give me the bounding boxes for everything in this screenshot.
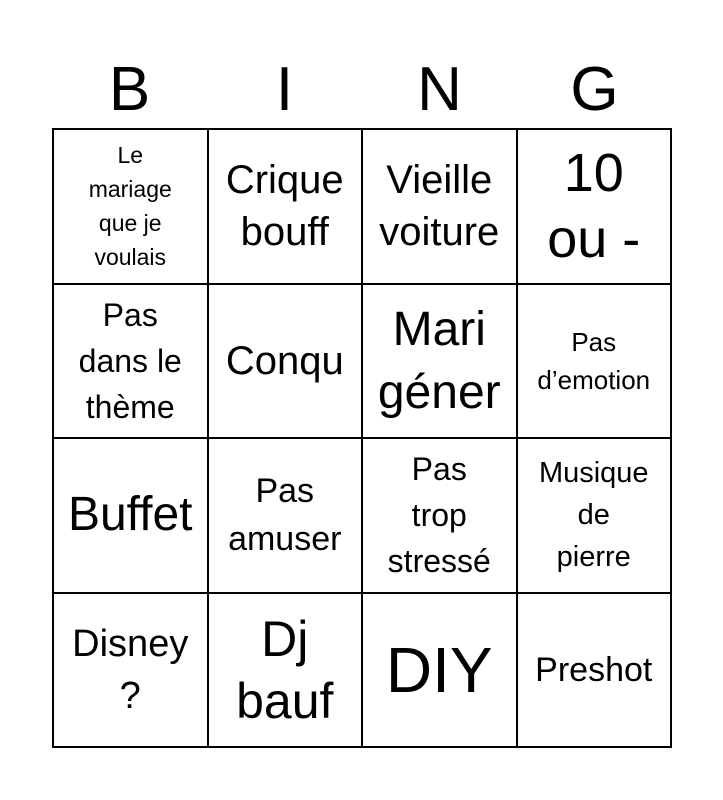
cell-text: Disney ? xyxy=(72,622,189,717)
cell-text: Buffet xyxy=(67,488,193,542)
cell-text: Pas amuser xyxy=(228,472,342,559)
cell-text: DIY xyxy=(385,633,493,706)
header-letter-i: I xyxy=(275,55,294,124)
bingo-cell[interactable] xyxy=(53,129,208,284)
bingo-cell[interactable] xyxy=(362,438,517,593)
header-letter-n: N xyxy=(417,55,462,124)
cell-text: 10 ou - xyxy=(547,143,641,270)
cell-text: Pas dans le thème xyxy=(78,296,182,425)
cell-text: Pas trop stressé xyxy=(387,451,491,580)
bingo-header xyxy=(52,55,672,125)
bingo-board xyxy=(52,128,672,748)
header-letter-g: G xyxy=(570,55,619,124)
bingo-cell[interactable] xyxy=(362,593,517,748)
cell-text: Vieille voiture xyxy=(379,158,500,255)
bingo-cell[interactable] xyxy=(517,129,672,284)
bingo-cell[interactable] xyxy=(208,438,363,593)
bingo-cell[interactable] xyxy=(517,438,672,593)
bingo-cell[interactable] xyxy=(53,593,208,748)
cell-text: Mari géner xyxy=(377,302,501,419)
cell-text: Crique bouff xyxy=(225,158,344,255)
bingo-cell[interactable] xyxy=(362,284,517,439)
bingo-cell[interactable] xyxy=(53,438,208,593)
bingo-cell[interactable] xyxy=(208,593,363,748)
bingo-cell[interactable] xyxy=(208,284,363,439)
cell-text: Dj bauf xyxy=(236,610,334,729)
cell-text: Musique de pierre xyxy=(538,457,649,574)
bingo-cell[interactable] xyxy=(517,593,672,748)
bingo-cell[interactable] xyxy=(208,129,363,284)
header-letter-b: B xyxy=(108,55,151,124)
cell-text: Conqu xyxy=(225,338,344,383)
bingo-cell[interactable] xyxy=(517,284,672,439)
bingo-cell[interactable] xyxy=(53,284,208,439)
cell-text: Le mariage que je voulais xyxy=(88,142,172,271)
cell-text: Preshot xyxy=(535,650,653,689)
bingo-cell[interactable] xyxy=(362,129,517,284)
cell-text: Pas d’emotion xyxy=(537,326,651,395)
